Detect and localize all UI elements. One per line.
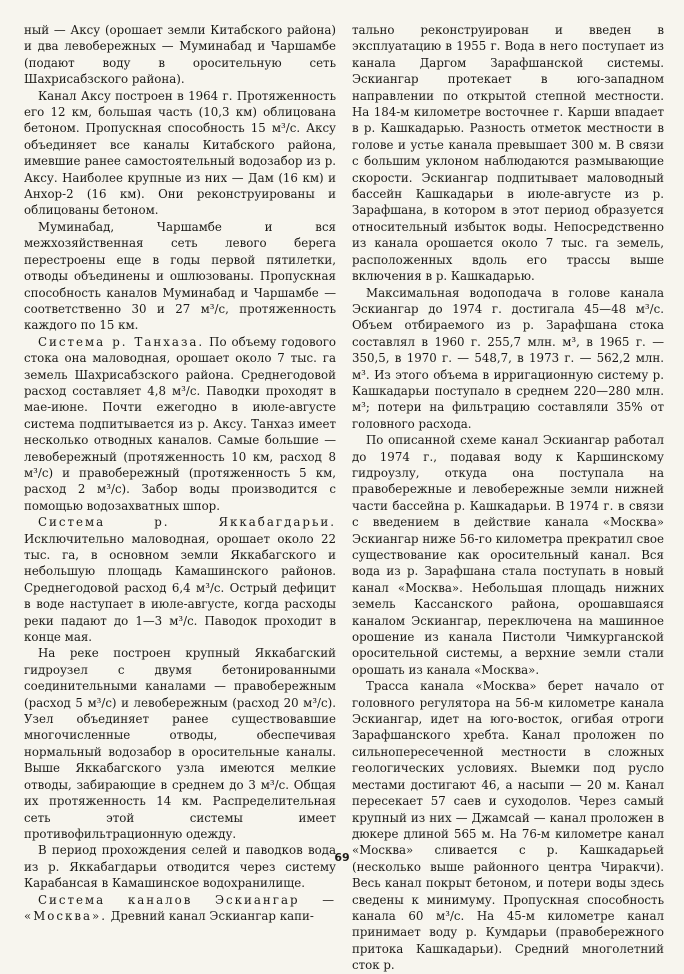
paragraph: На реке построен крупный Яккабагский гидроузел с двумя бетонированными соединительными каналами — правобережным (расход 5 м³/с) и левобережным (расход 20 м³/с). Узел объединяет ранее существовавшие многочисленные отводы, обеспечивая нормальный водозабор в оросительные каналы. Выше Яккабагского узла имеются мелкие отводы, забирающие в среднем до 3 м³/с. Общая их протяженность 14 км. Распределительная сеть этой системы имеет противофильтрационную одежду.: [24, 646, 336, 841]
paragraph: [24, 334, 336, 514]
section-heading: Система каналов Эскиангар — «Москва».: [24, 892, 336, 923]
paragraph: Канал Аксу построен в 1964 г. Протяженность его 12 км, большая часть (10,3 км) облицована бетоном. Пропускная способность 15 м³/с. Аксу объединяет все каналы Китабского района, имевшие ранее самостоятельный водозабор из р. Аксу. Наиболее крупные из них — Дам (16 км) и Анхор-2 (16 км). Они реконструированы и облицованы бетоном.: [24, 88, 336, 218]
paragraph-text: По объему годового стока она маловодная, орошает около 7 тыс. га земель Шахрисабзского района. Среднегодовой расход составляет 4,8 м³/с. Паводки проходят в мае-июне. Почти ежегодно в июле-августе система подпитывается из р. Аксу. Танхаз имеет несколько отводных каналов. Самые большие — левобережный (протяженность 10 км, расход 8 м³/с) и правобережный (протяженность 5 км, расход 2 м³/с). Забор воды производится с помощью водозахватных шпор.: [24, 334, 337, 513]
paragraph-text: Древний канал Эскиангар капи-: [107, 908, 314, 923]
section-heading: Система р. Танхаза.: [38, 334, 205, 349]
paragraph: Трасса канала «Москва» берет начало от головного регулятора на 56-м километре канала Эскиангар, идет на юго-восток, огибая отроги Зарафшанского хребта. Канал проложен по сильнопересеченной местности в сложных геологических условиях. Выемки под русло местами достигают 46, а насыпи — 20 м. Канал пересекает 57 саев и суходолов. Через самый крупный из них — Джамсай — канал проложен в дюкере длиной 565 м. На 76-м километре канал «Москва» сливается с р. Кашкадарьей (несколько выше районного центра Чиракчи). Весь канал покрыт бетоном, и потери воды здесь сведены к минимуму. Пропускная способность канала 60 м³/с. На 45-м километре канал принимает воду р. Кумдарьи (правобережного притока Кашкадарьи). Средний многолетний сток р.: [352, 679, 664, 973]
left-column: [24, 22, 336, 924]
paragraph: [24, 892, 336, 925]
paragraph: По описанной схеме канал Эскиангар работал до 1974 г., подавая воду к Каршинскому гидроузлу, откуда она поступала на правобережные и левобережные земли нижней части бассейна р. Кашкадарьи. В 1974 г. в связи с введением в действие канала «Москва» Эскиангар ниже 56-го километра прекратил свое существование как оросительный канал. Вся вода из р. Зарафшана стала поступать в новый канал «Москва». Небольшая площадь нижних земель Кассанского района, орошавшаяся каналом Эскиангар, переключена на машинное орошение из канала Пистоли Чимкурганской оросительной системы, а верхние земли стали орошать из канала «Москва».: [352, 433, 664, 677]
paragraph: Муминабад, Чаршамбе и вся межхозяйственная сеть левого берега перестроены еще в годы первой пятилетки, отводы объединены и ошлюзованы. Пропускная способность каналов Муминабад и Чаршамбе — соответственно 30 и 27 м³/с, протяженность каждого по 15 км.: [24, 219, 336, 333]
paragraph: [24, 514, 336, 645]
paragraph: В период прохождения селей и паводков вода из р. Яккабагдарьи отводится через систему Карабансая в Камашинское водохранилище.: [24, 843, 336, 891]
section-heading: Система р. Яккабагдарьи.: [38, 515, 336, 530]
paragraph: ный — Аксу (орошает земли Китабского района) и два левобережных — Муминабад и Чаршамбе (подают воду в оросительную сеть Шахрисабзского района).: [24, 23, 336, 87]
paragraph-text: Исключительно маловодная, орошает около 22 тыс. га, в основном земли Яккабагского и небольшую площадь Камашинского районов. Среднегодовой расход 6,4 м³/с. Острый дефицит в воде наступает в июле-августе, когда расходы реки падают до 1—3 м³/с. Паводок проходит в конце мая.: [24, 531, 336, 645]
paragraph: тально реконструирован и введен в эксплуатацию в 1955 г. Вода в него поступает из канала Даргом Зарафшанской системы. Эскиангар протекает в юго-западном направлении по открытой степной местности. На 184-м километре восточнее г. Карши впадает в р. Кашкадарью. Разность отметок местности в голове и устье канала превышает 300 м. В связи с большим уклоном наблюдаются размывающие скорости. Эскиангар подпитывает маловодный бассейн Кашкадарьи в июле-августе из р. Зарафшана, в котором в этот период образуется относительный избыток воды. Непосредственно из канала орошается около 7 тыс. га земель, расположенных вдоль его трассы выше включения в р. Кашкадарью.: [352, 23, 664, 284]
page-number: 69: [334, 851, 350, 864]
right-column: [352, 22, 664, 974]
paragraph: Максимальная водоподача в голове канала Эскиангар до 1974 г. достигала 45—48 м³/с. Объем отбираемого из р. Зарафшана стока составлял в 1960 г. 255,7 млн. м³, в 1965 г. — 350,5, в 1970 г. — 548,7, в 1973 г. — 562,2 млн. м³. Из этого объема в ирригационную систему р. Кашкадарьи поступало в среднем 220—280 млн. м³; потери на фильтрацию составляли 35% от головного расхода.: [352, 285, 664, 431]
